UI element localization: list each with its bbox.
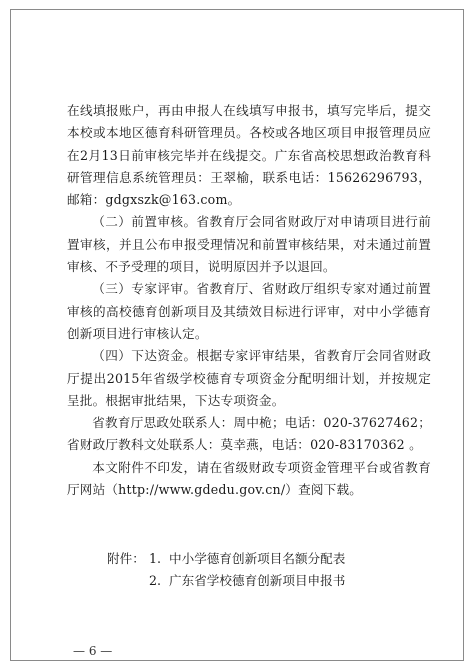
attachment-title: 广东省学校德育创新项目申报书 [169,573,346,589]
paragraph-pre-review: （二）前置审核。省教育厅会同省财政厅对申请项目进行前置审核，并且公布申报受理情况和前置审核结果，对未通过前置审核、不予受理的项目，说明原因并予以退回。 [67,214,431,275]
paragraph-download-notice: 本文附件不印发，请在省级财政专项资金管理平台或省教育厅网站（http://www.gdedu.gov.cn/）查阅下载。 [67,459,431,498]
document-page [10,9,464,661]
attachment-item [107,570,437,592]
attachments-label: 附件： [107,551,145,566]
paragraph-expert-review: （三）专家评审。省教育厅、省财政厅组织专家对通过前置审核的高校德育创新项目及其绩效目标进行评审，对中小学德育创新项目进行审核认定。 [67,281,431,341]
attachment-number: 1. [149,551,162,566]
paragraph-funding: （四）下达资金。根据专家评审结果，省教育厅会同省财政厅提出2015年省级学校德育专项资金分配明细计划，并按规定呈批。根据审批结果，下达专项资金。 [67,348,431,408]
page-number: — 6 — [73,644,113,658]
attachment-item [107,548,437,570]
attachments-list [107,548,437,593]
paragraph-contacts: 省教育厅思政处联系人：周中桅；电话：020-37627462；省财政厅教科文处联系人：莫幸燕，电话：020-83170362 。 [67,415,431,453]
document-body [67,100,431,501]
attachment-number: 2. [149,573,162,589]
paragraph-online-submission: 在线填报账户，再由申报人在线填写申报书，填写完毕后，提交本校或本地区德育科研管理员。各校或各地区项目申报管理员应在2月13日前审核完毕并在线提交。广东省高校思想政治教育科研管理信息系统管理员：王翠榆，联系电话：15626296793，邮箱：gdgxszk@163.com。 [67,103,431,208]
attachment-title: 中小学德育创新项目名额分配表 [169,551,346,566]
